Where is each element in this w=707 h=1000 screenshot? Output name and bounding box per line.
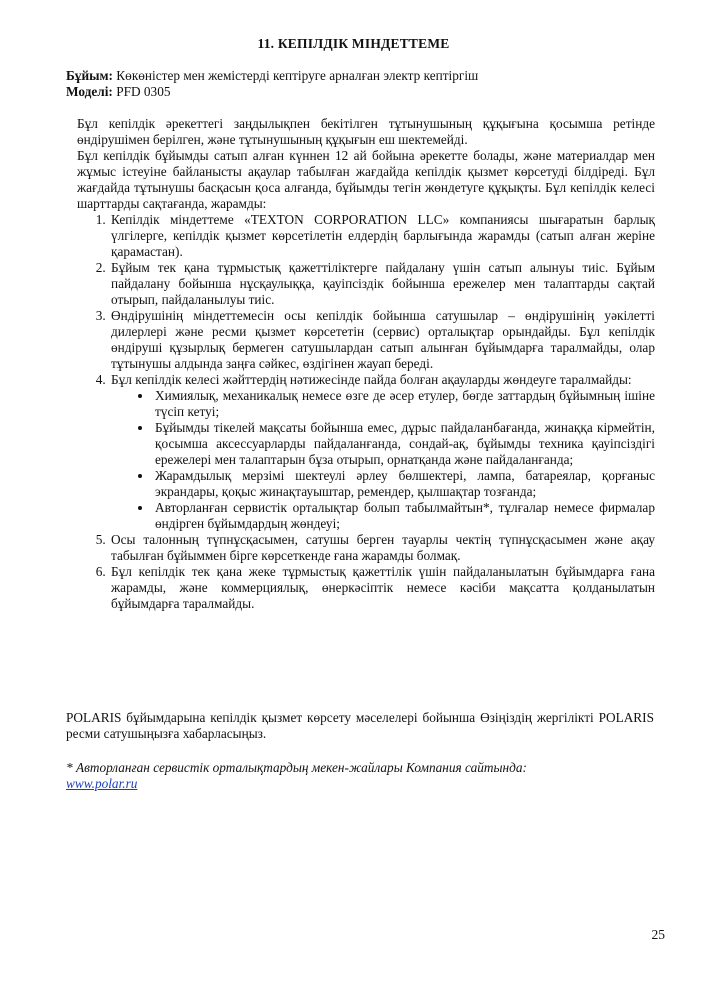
footnote [66,760,654,792]
product-label: Бұйым: [66,68,113,83]
product-value: Көкөністер мен жемістерді кептіруге арналған электр кептіргіш [116,68,479,83]
page-title: 11. КЕПІЛДІК МІНДЕТТЕМЕ [257,36,450,51]
website-link[interactable]: www.polar.ru [66,776,138,791]
exclusion-item-3: • Жарамдылық мерзімі шектеулі әрлеу бөлшектері, лампа, батареялар, қорғаныс экрандары, қоқыс жинақтауыштар, ремендер, қылшақтар тозғанда; [153,468,655,500]
intro-paragraph-1: Бұл кепілдік әрекеттегі заңдылықпен бекітілген тұтынушының құқығына қосымша ретінде өндірушімен берілген, және тұтынушының құқығын еш шектемейді. [77,116,655,147]
clause-4-text: Бұл кепілдік келесі жәйттердің нәтижесінде пайда болған ақауларды жөндеуге таралмайды: [111,372,632,387]
model-label: Моделі: [66,84,113,99]
clause-5: 5. Осы талонның түпнұсқасымен, сатушы берген тауарлы чектің түпнұсқасымен және ақау табылған бұйыммен бірге көрсеткенде ғана жарамды болмақ. [109,532,655,564]
product-info [66,68,666,100]
intro-paragraph-2: Бұл кепілдік бұйымды сатып алған күннен 12 ай бойына әрекетте болады, және материалдар мен жұмыс істеуіне байланысты ақаулар табылған жағдайда кепілдік қызмет көрсетуді білдіреді. Бұл жағдайда тұтынушы басқасын қоса алғанда, бұйымды тегін жөндетуге құқықты. Бұл кепілдік келесі шарттарды сақтағанда, жарамды: [77,148,655,211]
clause-4 [109,372,655,532]
model-line [66,84,666,100]
footnote-text: * Авторланған сервистік орталықтардың мекен-жайлары Компания сайтында: [66,760,527,775]
exclusion-list [111,388,655,532]
clause-6: 6. Бұл кепілдік тек қана жеке тұрмыстық қажеттілік үшін пайдаланылатын бұйымдарға ғана жарамды, және коммерциялық, өнеркәсіптік немесе кәсіби мақсатта қолданылатын бұйымдарға таралмайды. [109,564,655,612]
clause-2: 2. Бұйым тек қана тұрмыстық қажеттіліктерге пайдалану үшін сатып алынуы тиіс. Бұйым пайдалану бойынша нұсқаулыққа, қауіпсіздік бойынша ережелер мен талаптарды сақтай отырып, пайдаланылуы тиіс. [109,260,655,308]
warranty-clauses [77,212,655,612]
model-value: PFD 0305 [116,84,171,99]
exclusion-item-4: • Авторланған сервистік орталықтар болып табылмайтын*, тұлғалар немесе фирмалар өндірген бұйымдардың жөндеуі; [153,500,655,532]
clause-3: 3. Өндірушінің міндеттемесін осы кепілдік бойынша сатушылар – өндірушінің уәкілетті дилерлері және ресми қызмет көрсететін (сервис) орталықтар орындайды. Бұл кепілдік өндіруші құзырлық бермеген сатушылардан сатып алынған бұйымдарға таралмайды, олар тұтынушы алдында заңға сәйкес, өздігінен жауап береді. [109,308,655,372]
page-number: 25 [651,927,665,942]
contact-paragraph: POLARIS бұйымдарына кепілдік қызмет көрсету мәселелері бойынша Өзіңіздің жергілікті POLARIS ресми сатушыңызға хабарласыңыз. [66,710,654,741]
warranty-body [77,116,655,612]
exclusion-item-1: • Химиялық, механикалық немесе өзге де әсер етулер, бөгде заттардың бұйымның ішіне түсіп кетуі; [153,388,655,420]
product-line [66,68,666,84]
clause-1: 1. Кепілдік міндеттеме «TEXTON CORPORATION LLC» компаниясы шығаратын барлық үлгілерге, кепілдік қызмет көрсетілетін елдердің барлығында жарамды (сатып алған жеріне қарамастан). [109,212,655,260]
exclusion-item-2: • Бұйымды тікелей мақсаты бойынша емес, дұрыс пайдаланбағанда, жинаққа кірмейтін, қосымша аксессуарларды пайдаланғанда, сондай-ақ, бұйымды техника қауіпсіздігі ережелері мен талаптарын бұза отырып, орнатқанда және пайдаланғанда; [153,420,655,468]
